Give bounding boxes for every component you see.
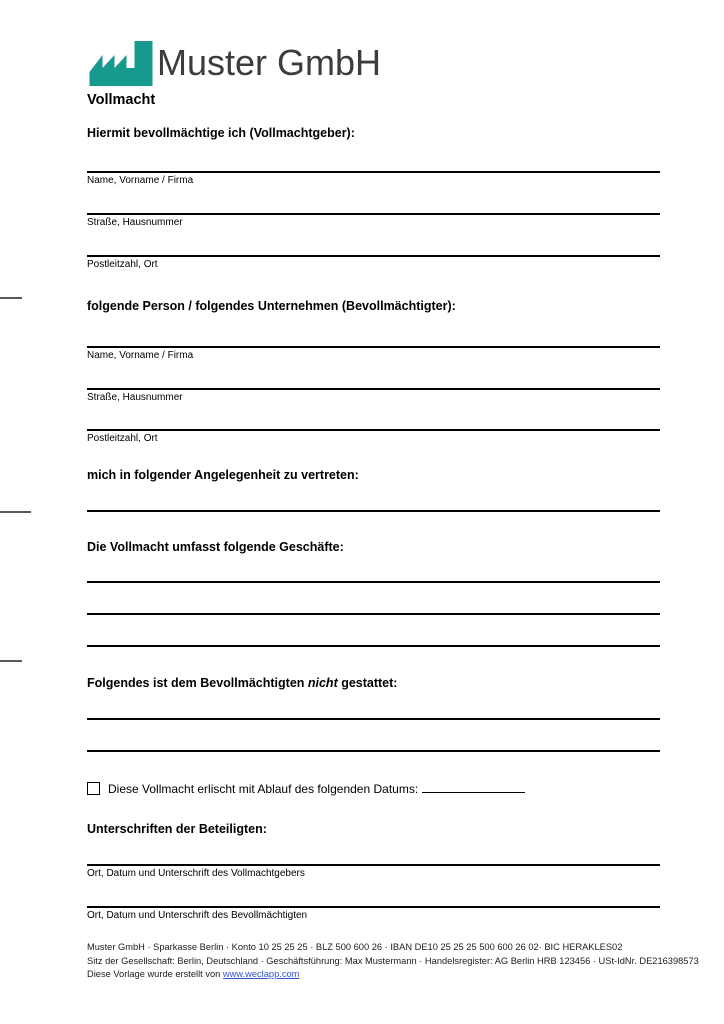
agent-heading: folgende Person / folgendes Unternehmen (Bevollmächtigter): bbox=[87, 299, 456, 313]
restrictions-heading-emphasis: nicht bbox=[307, 676, 338, 690]
scope-heading: Die Vollmacht umfasst folgende Geschäfte: bbox=[87, 540, 344, 554]
fold-mark-top bbox=[0, 297, 22, 299]
field-label-grantor-street: Straße, Hausnummer bbox=[87, 217, 183, 228]
footer-bank-line: Muster GmbH · Sparkasse Berlin · Konto 10 25 25 25 · BLZ 500 600 26 · IBAN DE10 25 25 25 500 600 26 02· BIC HERAKLES02 bbox=[87, 942, 623, 952]
fold-mark-bottom bbox=[0, 660, 22, 662]
expiry-checkbox[interactable] bbox=[87, 782, 100, 795]
footer-credit-text: Diese Vorlage wurde erstellt von bbox=[87, 969, 223, 979]
field-rule-restrictions-1 bbox=[87, 718, 660, 720]
field-rule-scope-3 bbox=[87, 645, 660, 647]
company-name: Muster GmbH bbox=[157, 42, 382, 83]
matter-heading: mich in folgender Angelegenheit zu vertreten: bbox=[87, 468, 359, 482]
field-rule-matter bbox=[87, 510, 660, 512]
field-label-agent-street: Straße, Hausnummer bbox=[87, 392, 183, 403]
restrictions-heading-pre: Folgendes ist dem Bevollmächtigten bbox=[87, 676, 308, 690]
field-rule-grantor-street bbox=[87, 213, 660, 215]
restrictions-heading bbox=[87, 676, 397, 690]
field-label-agent-name: Name, Vorname / Firma bbox=[87, 350, 194, 361]
field-rule-scope-1 bbox=[87, 581, 660, 583]
field-label-grantor-name: Name, Vorname / Firma bbox=[87, 175, 194, 186]
signatures-heading: Unterschriften der Beteiligten: bbox=[87, 822, 267, 836]
field-label-signature-agent: Ort, Datum und Unterschrift des Bevollmächtigten bbox=[87, 910, 308, 921]
footer-credit-line bbox=[87, 968, 699, 982]
factory-logo-icon bbox=[89, 41, 153, 86]
field-label-agent-city: Postleitzahl, Ort bbox=[87, 433, 158, 444]
expiry-date-blank bbox=[422, 780, 525, 793]
footer-company-line: Sitz der Gesellschaft: Berlin, Deutschland · Geschäftsführung: Max Mustermann · Handelsregister: AG Berlin HRB 123456 · USt-IdNr. DE216398573 bbox=[87, 955, 699, 966]
field-rule-scope-2 bbox=[87, 613, 660, 615]
expiry-label: Diese Vollmacht erlischt mit Ablauf des folgenden Datums: bbox=[108, 782, 419, 796]
field-rule-agent-city bbox=[87, 429, 660, 431]
field-rule-grantor-name bbox=[87, 171, 660, 173]
field-label-signature-grantor: Ort, Datum und Unterschrift des Vollmachtgebers bbox=[87, 868, 305, 879]
field-rule-restrictions-2 bbox=[87, 750, 660, 752]
field-rule-agent-street bbox=[87, 388, 660, 390]
punch-mark-center bbox=[0, 511, 31, 513]
document-title: Vollmacht bbox=[87, 92, 156, 108]
grantor-heading: Hiermit bevollmächtige ich (Vollmachtgeber): bbox=[87, 126, 355, 140]
restrictions-heading-post: gestattet: bbox=[337, 676, 398, 690]
field-label-grantor-city: Postleitzahl, Ort bbox=[87, 259, 158, 270]
footer bbox=[87, 941, 699, 982]
field-rule-signature-agent bbox=[87, 906, 660, 908]
field-rule-agent-name bbox=[87, 346, 660, 348]
field-rule-grantor-city bbox=[87, 255, 660, 257]
weclapp-link[interactable]: www.weclapp.com bbox=[222, 969, 300, 979]
field-rule-signature-grantor bbox=[87, 864, 660, 866]
expiry-row bbox=[87, 780, 525, 796]
